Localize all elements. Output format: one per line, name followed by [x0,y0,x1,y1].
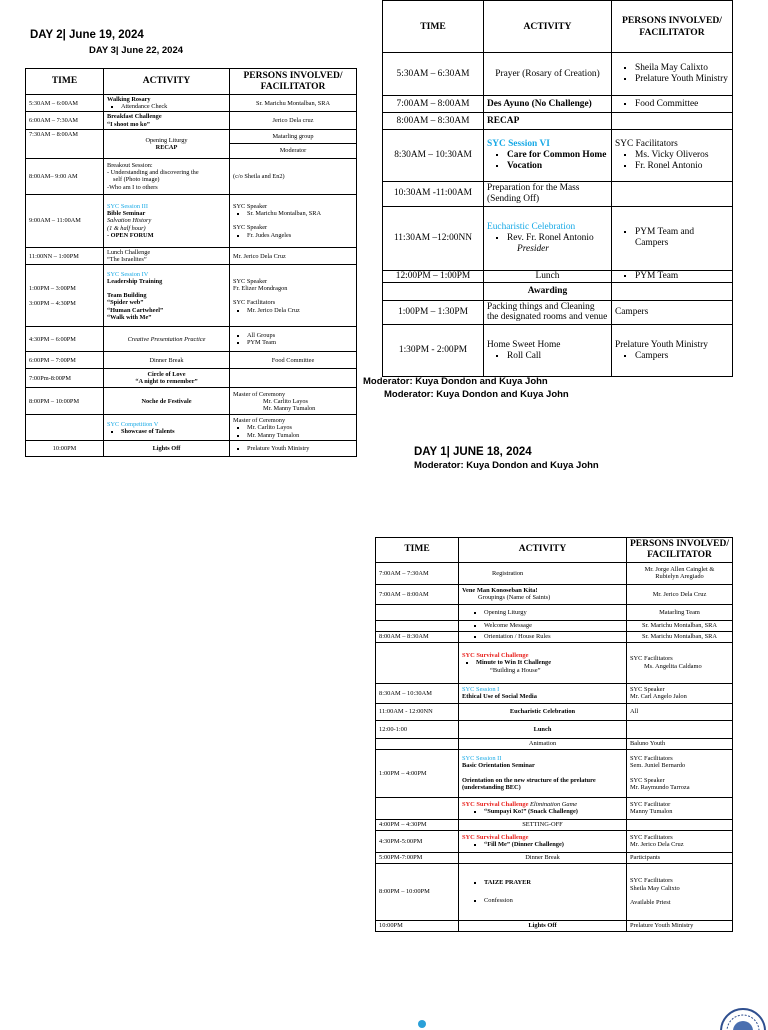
activity-text: Home Sweet Home [487,339,561,350]
activity-cell: Awarding [484,282,612,300]
activity-text: Walking Rosary [107,96,151,103]
activity-cell: RECAP [484,113,612,130]
activity-text: - OPEN FORUM [107,231,154,239]
time-cell: 8:30AM – 10:30AM [383,130,484,182]
col-persons: PERSONS INVOLVED/ FACILITATOR [230,69,357,95]
day1-title: DAY 1| JUNE 18, 2024 [414,446,532,458]
activity-cell: Packing things and Cleaning the designated rooms and venue [484,300,612,325]
list-item: ▪ “Sumpayi Ko!” (Snack Challenge) [484,808,623,815]
time-cell: 6:00PM – 7:00PM [26,352,104,369]
activity-cell [459,863,627,920]
list-item: ▪ PYM Team and Campers [635,227,729,249]
table-row [376,863,733,920]
day3-subtitle: DAY 3| June 22, 2024 [89,45,184,56]
person-cell [612,113,733,130]
col-persons: PERSONS INVOLVED/ FACILITATOR [627,538,733,563]
list-item: ▪ “Fill Me” (Dinner Challenge) [484,841,623,848]
person-cell: (c/o Sheila and En2) [230,158,357,194]
table-row [376,738,733,749]
list-item: ▪ Food Committee [635,99,729,110]
table-row [376,797,733,819]
session-tag: SYC Competition V [107,420,159,428]
time-cell: 12:00-1:00 [376,720,459,738]
time-cell [376,642,459,683]
person-text: Fr. Elizer Mondragon [233,285,288,293]
activity-text: self (Photo image) [113,176,160,184]
person-text: Manny Tumalon [630,808,673,816]
time-cell: 4:30PM – 6:00PM [26,327,104,352]
day2-title: DAY 2| June 19, 2024 [30,29,144,41]
person-text: Sheila May Calixto [630,884,680,892]
table-row [376,620,733,631]
activity-cell [459,562,627,584]
activity-cell [459,631,627,642]
time-text: 3:00PM – 4:30PM [29,299,76,307]
time-cell: 7:00Pm-8:00PM [26,369,104,388]
person-text: Rubielyn Aregiado [655,573,704,581]
activity-cell [104,265,230,327]
table-row [383,206,733,270]
table-row [383,282,733,300]
activity-text: Team Building [107,292,147,300]
time-cell: 7:30AM – 8:00AM [26,129,104,158]
person-cell: Matarling group [230,129,357,143]
activity-cell: Lunch [459,720,627,738]
activity-text: Breakout Session: [107,161,153,169]
person-cell [230,327,357,352]
day2-schedule-table [25,68,357,457]
activity-cell [459,749,627,797]
person-cell [627,720,733,738]
table-row [383,53,733,96]
list-item: ▪ Campers [635,351,729,362]
time-cell: 8:00PM – 10:00PM [26,388,104,415]
table-row [26,441,357,457]
table-row [376,683,733,703]
table-row [376,720,733,738]
list-item: ▪ Showcase of Talents [121,428,226,435]
activity-cell [459,797,627,819]
list-item: ▪ Mr. Jerico Dela Cruz [247,307,353,314]
activity-cell: Dinner Break [459,852,627,863]
person-cell: Moderator [230,143,357,158]
activity-text: Opening Liturgy [145,136,188,144]
person-text: SYC Speaker [630,776,665,784]
list-item: ▪ Ms. Vicky Oliveros [635,150,729,161]
list-item: ▪ PYM Team [635,272,729,281]
activity-cell [104,369,230,388]
person-text: Mr. Manny Tumalon [263,405,316,413]
day1-schedule-table [375,537,733,932]
person-cell [627,830,733,852]
table-header-row [376,538,733,563]
col-persons: PERSONS INVOLVED/ FACILITATOR [612,1,733,53]
activity-text: “A night to remember” [135,378,198,386]
person-cell [230,265,357,327]
activity-cell: Dinner Break [104,352,230,369]
table-row [383,182,733,207]
person-cell: Food Committee [230,352,357,369]
time-cell [376,797,459,819]
table-row [383,96,733,113]
person-text: Sem. Juniel Bernardo [630,762,686,770]
list-item: ▪ Sr. Marichu Montalban, SRA [247,210,353,217]
activity-text: - Understanding and discovering the [107,169,199,177]
session-tag: SYC Session I [462,685,500,693]
activity-text: Orientation on the new structure of the prelature (understanding BEC) [462,776,596,792]
person-cell: Matarling Team [627,604,733,620]
person-text: SYC Speaker [233,224,268,232]
person-cell [612,53,733,96]
person-cell [230,441,357,457]
table-row [383,130,733,182]
table-row [376,562,733,584]
time-cell [376,738,459,749]
list-item: ▪ Minute to Win It Challenge [476,659,623,666]
person-cell [627,683,733,703]
table-row [376,852,733,863]
person-cell [627,863,733,920]
challenge-tag: SYC Survival Challenge [462,651,529,659]
table-row [383,325,733,377]
list-item: ▪ All Groups [247,332,353,339]
table-row [376,920,733,931]
time-text: 1:00PM – 3:00PM [29,284,76,292]
table-row [376,749,733,797]
table-row [26,265,357,327]
person-cell [627,749,733,797]
person-text: SYC Facilitators [630,833,673,841]
activity-cell [459,642,627,683]
person-text: SYC Facilitators [630,655,673,663]
person-text: Prelature Youth Ministry [615,339,708,350]
table-row [376,631,733,642]
time-cell: 11:30AM –12:00NN [383,206,484,270]
list-item: ▪ Confession [484,897,623,904]
table-row [26,129,357,143]
table-row [376,642,733,683]
table-row [26,327,357,352]
person-cell [612,206,733,270]
activity-text: Registration [492,569,524,577]
session-tag: SYC Session IV [107,270,149,278]
person-text: Master of Ceremony [233,390,286,398]
person-text: Mr. Jorge Allen Cainglet & [644,565,715,573]
person-cell: Mr. Jerico Dela Cruz [230,247,357,264]
activity-cell: Prayer (Rosary of Creation) [484,53,612,96]
time-cell: 5:30AM – 6:00AM [26,95,104,112]
time-cell [26,265,104,327]
person-text: Ms. Angelita Caldamo [644,662,702,670]
person-text: SYC Facilitators [615,139,678,150]
table-row [383,113,733,130]
person-text: Mr. Carl Angelo Jalon [630,693,687,701]
activity-cell [484,325,612,377]
activity-text: Breakfast Challenge [107,113,162,121]
person-cell [230,415,357,441]
time-cell: 10:00PM [376,920,459,931]
moderator-line-2: Moderator: Kuya Dondon and Kuya John [384,389,569,400]
activity-text: Basic Orientation Seminar [462,762,535,770]
activity-cell: Lights Off [459,920,627,931]
col-time: TIME [383,1,484,53]
person-cell: Sr. Marichu Montalban, SRA [627,631,733,642]
person-cell [230,369,357,388]
person-cell [230,194,357,247]
activity-cell: Des Ayuno (No Challenge) [484,96,612,113]
table-row [26,415,357,441]
list-item: ▪ Welcome Message [484,622,623,630]
list-item: ▪ Mr. Manny Tumalon [247,432,353,439]
activity-text: “The Israelites” [107,256,147,264]
activity-text: Leadership Training [107,277,163,285]
list-item: ▪ Roll Call [507,351,608,362]
activity-cell [459,584,627,604]
person-cell [627,819,733,830]
person-cell [230,388,357,415]
time-cell: 1:00PM – 4:00PM [376,749,459,797]
activity-text: Presider [517,243,549,254]
table-row [383,270,733,282]
list-item: ▪ Prelature Youth Ministry [635,74,729,85]
list-item: ▪ Care for Common Home [507,150,608,161]
person-text: SYC Facilitators [630,755,673,763]
person-text: Master of Ceremony [233,417,286,425]
activity-text: Salvation History [107,217,152,225]
list-item: ▪ Prelature Youth Ministry [247,445,353,452]
session-tag: SYC Session II [462,755,502,763]
person-text: Mr. Raymundo Tarroza [630,784,690,792]
col-activity: ACTIVITY [459,538,627,563]
activity-cell [459,620,627,631]
list-item: ▪ Sheila May Calixto [635,63,729,74]
table-row [26,369,357,388]
activity-cell [484,206,612,270]
activity-cell: SETTING-OFF [459,819,627,830]
prelature-seal-icon [718,1006,768,1030]
activity-cell [459,683,627,703]
list-item: ▪ TAIZE PRAYER [484,879,623,886]
table-row [376,584,733,604]
table-row [26,158,357,194]
person-cell [612,96,733,113]
person-text: SYC Speaker [233,277,268,285]
activity-text: Ethical Use of Social Media [462,693,537,701]
activity-cell: Eucharistic Celebration [459,703,627,720]
time-cell: 6:00AM – 7:30AM [26,112,104,129]
table-row [383,300,733,325]
activity-cell [484,130,612,182]
challenge-tag: SYC Survival Challenge [462,833,529,841]
activity-cell [104,95,230,112]
activity-cell: Creative Presentation Practice [104,327,230,352]
table-row [26,388,357,415]
time-cell: 1:00PM – 1:30PM [383,300,484,325]
person-cell [612,130,733,182]
activity-text: Bible Seminar [107,210,146,218]
activity-text: Circle of Love [147,371,186,379]
time-cell: 5:30AM – 6:30AM [383,53,484,96]
time-cell: 8:00AM – 8:30AM [383,113,484,130]
time-cell [376,620,459,631]
table-header-row [383,1,733,53]
list-item: ▪ Attendance Check [121,103,226,110]
activity-text: Lunch Challenge [107,248,151,256]
session-tag: SYC Session III [107,202,148,210]
list-item: ▪ Rev. Fr. Ronel Antonio [507,233,608,244]
time-cell: 10:00PM [26,441,104,457]
time-cell: 8:00PM – 10:00PM [376,863,459,920]
person-cell: Jerico Dela cruz [230,112,357,129]
list-item: ▪ Vocation [507,161,608,172]
session-tag: Eucharistic Celebration [487,221,576,232]
time-cell: 9:00AM – 11:00AM [26,194,104,247]
table-row [376,604,733,620]
activity-cell [459,604,627,620]
time-cell: 12:00PM – 1:00PM [383,270,484,282]
col-activity: ACTIVITY [484,1,612,53]
time-cell [383,282,484,300]
col-time: TIME [376,538,459,563]
activity-text: Groupings (Name of Saints) [478,594,551,602]
person-text: SYC Facilitators [233,299,276,307]
person-cell [612,282,733,300]
time-cell: 8:00AM – 8:30AM [376,631,459,642]
activity-text: Vene Man Konoseban Kita! [462,586,538,594]
activity-cell [104,129,230,158]
activity-text: -Who am I to others [107,183,158,191]
time-cell: 11:00NN – 1:00PM [26,247,104,264]
session-tag: SYC Session VI [487,139,550,150]
time-cell: 4:30PM-5:00PM [376,830,459,852]
person-cell [612,325,733,377]
person-cell: Sr. Marichu Montalban, SRA [627,620,733,631]
time-cell [376,604,459,620]
person-text: SYC Speaker [233,202,268,210]
activity-cell: Animation [459,738,627,749]
activity-text: “Walk with Me” [107,313,152,321]
activity-text: “I shoot mo ko” [107,120,150,128]
activity-cell [459,830,627,852]
table-row [376,703,733,720]
activity-cell [104,112,230,129]
table-header-row [26,69,357,95]
time-cell: 10:30AM -11:00AM [383,182,484,207]
person-cell [627,642,733,683]
person-text: Available Priest [630,899,671,907]
person-text: Mr. Carlito Layos [263,397,308,405]
activity-cell: Noche de Festivale [104,388,230,415]
person-cell [612,182,733,207]
activity-cell: Lunch [484,270,612,282]
person-cell: Campers [612,300,733,325]
time-cell [26,415,104,441]
time-cell: 4:00PM – 4:30PM [376,819,459,830]
challenge-tag: SYC Survival Challenge [462,800,529,808]
table-row [26,247,357,264]
time-cell: 5:00PM-7:00PM [376,852,459,863]
list-item: ▪ Opening Liturgy [484,609,623,616]
person-cell: Participants [627,852,733,863]
activity-text: RECAP [155,143,178,151]
person-cell [612,270,733,282]
list-item: ▪ Orientation / House Rules [484,633,623,641]
decorative-dot-icon [418,1020,426,1028]
person-text: SYC Facilitator [630,800,671,808]
activity-text: (1 & half hour) [107,224,146,232]
person-cell: Prelature Youth Ministry [627,920,733,931]
activity-text: “Human Cartwheel” [107,306,164,314]
day1-moderator: Moderator: Kuya Dondon and Kuya John [414,460,599,471]
person-cell: Baluno Youth [627,738,733,749]
activity-text: “Spider web” [107,299,144,307]
activity-cell [104,247,230,264]
list-item: ▪ Fr. Ronel Antonio [635,161,729,172]
table-row [26,95,357,112]
person-cell: Sr. Marichu Montalban, SRA [230,95,357,112]
col-time: TIME [26,69,104,95]
time-cell: 8:00AM– 9:00 AM [26,158,104,194]
list-item: ▪ PYM Team [247,339,353,346]
person-cell: All [627,703,733,720]
activity-cell [104,158,230,194]
time-cell: 7:00AM – 8:00AM [376,584,459,604]
activity-cell: Preparation for the Mass (Sending Off) [484,182,612,207]
list-item: ▪ Fr. Judes Angeles [247,232,353,239]
activity-cell [104,415,230,441]
activity-text: Elimination Game [530,800,578,808]
day3-schedule-table [382,0,733,377]
time-cell: 8:30AM – 10:30AM [376,683,459,703]
person-cell [627,797,733,819]
list-item: ▪ Mr. Carlito Layos [247,424,353,431]
time-cell: 7:00AM – 7:30AM [376,562,459,584]
time-cell: 11:00AM - 12:00NN [376,703,459,720]
table-row [26,194,357,247]
person-text: SYC Facilitators [630,877,673,885]
time-cell: 1:30PM - 2:00PM [383,325,484,377]
moderator-line-1: Moderator: Kuya Dondon and Kuya John [363,376,548,387]
table-row [26,112,357,129]
col-activity: ACTIVITY [104,69,230,95]
activity-cell [104,194,230,247]
table-row [376,819,733,830]
time-cell: 7:00AM – 8:00AM [383,96,484,113]
table-row [26,352,357,369]
activity-cell: Lights Off [104,441,230,457]
person-cell: Mr. Jerico Dela Cruz [627,584,733,604]
table-row [376,830,733,852]
activity-text: “Building a House” [490,666,541,674]
person-cell [627,562,733,584]
person-text: SYC Speaker [630,685,665,693]
person-text: Mr. Jerico Dela Cruz [630,841,684,849]
